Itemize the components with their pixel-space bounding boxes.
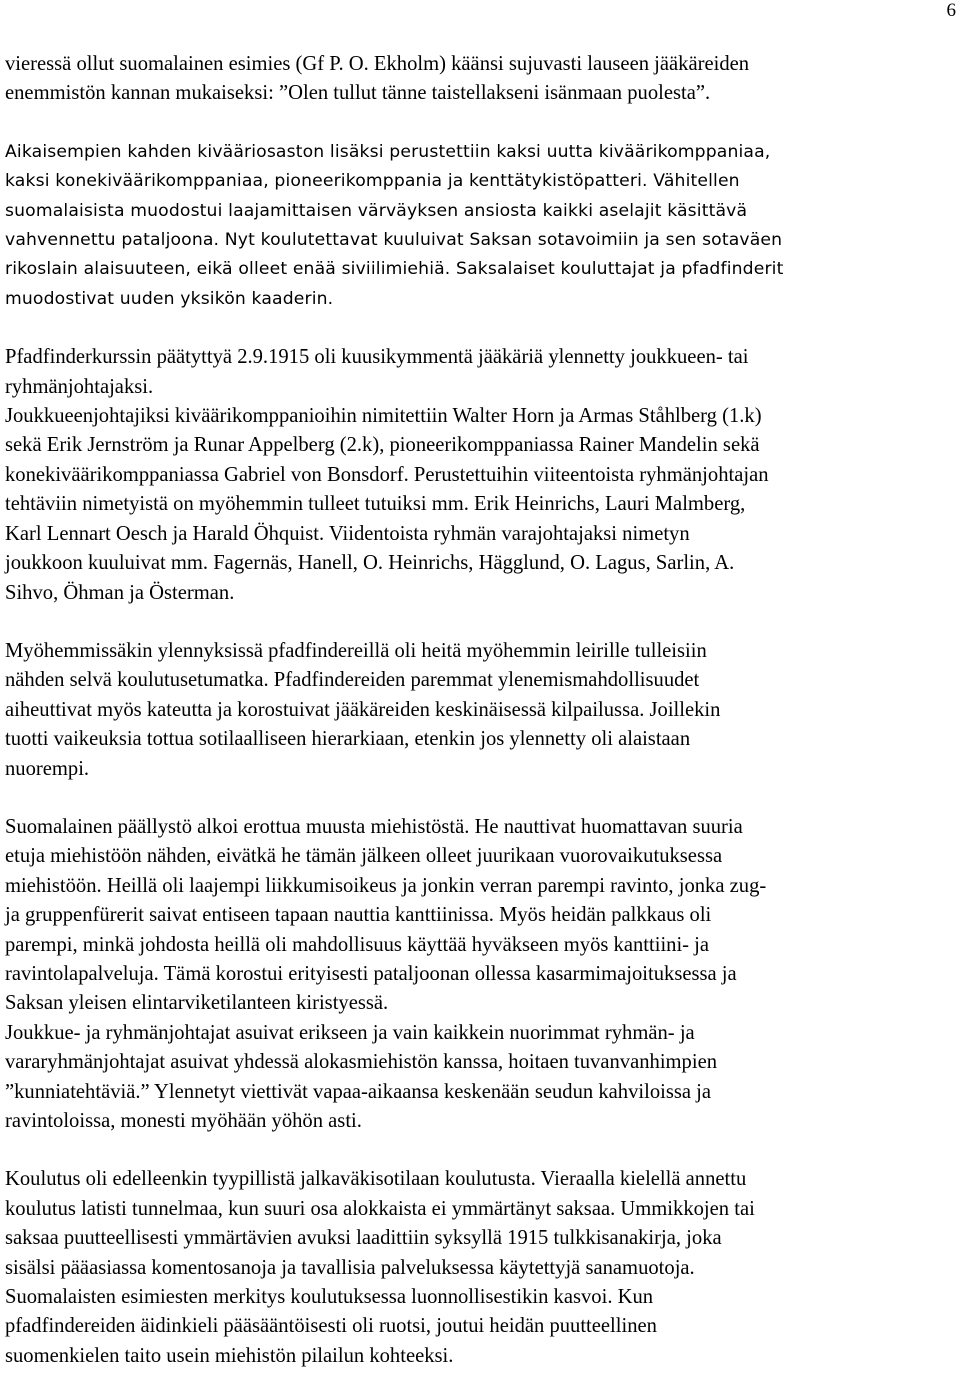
- text-line: sekä Erik Jernström ja Runar Appelberg (2.k), pioneerikomppaniassa Rainer Mandelin sekä: [5, 434, 760, 457]
- paragraph: [5, 1165, 957, 1371]
- text-line: ”kunniatehtäviä.” Ylennetyt viettivät vapaa-aikaansa keskenään seudun kahviloissa ja: [5, 1080, 712, 1103]
- text-line: sisälsi pääasiassa komentosanoja ja tavallisia palveluksessa käytettyjä sanamuotoja.: [5, 1256, 695, 1279]
- paragraph: [5, 637, 957, 784]
- text-line: enemmistön kannan mukaiseksi: ”Olen tullut tänne taistellakseni isänmaan puolesta”.: [5, 82, 711, 105]
- paragraph-gap: [5, 1136, 957, 1165]
- text-line: saksaa puutteellisesti ymmärtävien avuksi laadittiin syksyllä 1915 tulkkisanakirja, joka: [5, 1227, 722, 1250]
- text-line: suomenkielen taito usein miehistön pilailun kohteeksi.: [5, 1344, 454, 1367]
- text-line: vararyhmänjohtajat asuivat yhdessä alokasmiehistön kanssa, hoitaen tuvanvanhimpien: [5, 1051, 718, 1074]
- text-line: pfadfindereiden äidinkieli pääsääntöisesti oli ruotsi, joutui heidän puutteellinen: [5, 1315, 657, 1338]
- text-line: ryhmänjohtajaksi.: [5, 375, 154, 398]
- text-line: koulutus latisti tunnelmaa, kun suuri osa alokkaista ei ymmärtänyt saksaa. Ummikkojen tai: [5, 1197, 755, 1220]
- paragraph-gap: [5, 784, 957, 813]
- page-number: 6: [946, 0, 956, 21]
- paragraph: [5, 343, 957, 608]
- text-line: Joukkue- ja ryhmänjohtajat asuivat erikseen ja vain kaikkein nuorimmat ryhmän- ja: [5, 1021, 695, 1044]
- text-line: Aikaisempien kahden kivääriosaston lisäksi perustettiin kaksi uutta kiväärikomppaniaa,: [5, 141, 771, 162]
- text-line: Koulutus oli edelleenkin tyypillistä jalkaväkisotilaan koulutusta. Vieraalla kielellä annettu: [5, 1168, 747, 1191]
- text-line: ravintolapalveluja. Tämä korostui erityisesti pataljoonan ollessa kasarmimajoituksessa ja: [5, 962, 737, 985]
- text-line: konekiväärikomppaniassa Gabriel von Bonsdorf. Perustettuihin viiteentoista ryhmänjohtajan: [5, 463, 769, 486]
- text-line: Myöhemmissäkin ylennyksissä pfadfindereillä oli heitä myöhemmin leirille tulleisiin: [5, 639, 707, 662]
- paragraph: [5, 813, 957, 1136]
- text-line: vieressä ollut suomalainen esimies (Gf P. O. Ekholm) käänsi sujuvasti lauseen jääkäreiden: [5, 53, 750, 75]
- paragraph: [5, 50, 957, 109]
- paragraph-gap: [5, 608, 957, 637]
- text-line: parempi, minkä johdosta heillä oli mahdollisuus käyttää hyväkseen myös kanttiini- ja: [5, 933, 710, 956]
- text-line: Suomalainen päällystö alkoi erottua muusta miehistöstä. He nauttivat huomattavan suuria: [5, 815, 743, 838]
- text-line: Suomalaisten esimiesten merkitys koulutuksessa luonnollisestikin kasvoi. Kun: [5, 1286, 654, 1309]
- paragraph-gap: [5, 109, 957, 138]
- text-line: aiheuttivat myös kateutta ja korostuivat jääkäreiden keskinäisessä kilpailussa. Joillekin: [5, 698, 721, 721]
- text-line: kaksi konekiväärikomppaniaa, pioneerikomppania ja kenttätykistöpatteri. Vähitellen: [5, 171, 740, 192]
- text-line: vahvennettu pataljoona. Nyt koulutettavat kuuluivat Saksan sotavoimiin ja sen sotaväen: [5, 230, 783, 251]
- text-line: nuorempi.: [5, 757, 90, 780]
- text-line: joukkoon kuuluivat mm. Fagernäs, Hanell, O. Heinrichs, Hägglund, O. Lagus, Sarlin, A.: [5, 552, 735, 575]
- text-line: rikoslain alaisuuteen, eikä olleet enää siviilimiehiä. Saksalaiset kouluttajat ja pfadfinderit: [5, 259, 784, 280]
- text-line: tuotti vaikeuksia tottua sotilaalliseen hierarkiaan, etenkin jos ylennetty oli alaistaan: [5, 728, 691, 751]
- text-line: ravintoloissa, monesti myöhään yöhön asti.: [5, 1110, 362, 1132]
- text-line: Sihvo, Öhman ja Österman.: [5, 581, 235, 604]
- paragraph: [5, 138, 957, 314]
- text-line: Joukkueenjohtajiksi kiväärikomppanioihin nimitettiin Walter Horn ja Armas Ståhlberg (1.k): [5, 405, 762, 428]
- text-line: etuja miehistöön nähden, eivätkä he tämän jälkeen olleet juurikaan vuorovaikutuksessa: [5, 845, 723, 868]
- paragraph-gap: [5, 314, 957, 343]
- text-line: muodostivat uuden yksikön kaaderin.: [5, 288, 334, 309]
- text-line: miehistöön. Heillä oli laajempi liikkumisoikeus ja jonkin verran parempi ravinto, jonka zug-: [5, 874, 767, 897]
- text-line: nähden selvä koulutusetumatka. Pfadfindereiden paremmat ylenemismahdollisuudet: [5, 669, 700, 692]
- text-line: Karl Lennart Oesch ja Harald Öhquist. Viidentoista ryhmän varajohtajaksi nimetyn: [5, 522, 690, 545]
- document-body: [5, 50, 957, 1371]
- text-line: suomalaisista muodostui laajamittaisen värväyksen ansiosta kaikki aselajit käsittävä: [5, 200, 748, 221]
- text-line: ja gruppenfürerit saivat entiseen tapaan nauttia kanttiinissa. Myös heidän palkkaus oli: [5, 904, 712, 927]
- text-line: Saksan yleisen elintarviketilanteen kiristyessä.: [5, 992, 389, 1015]
- text-line: tehtäviin nimetyistä on myöhemmin tulleet tutuiksi mm. Erik Heinrichs, Lauri Malmberg,: [5, 493, 746, 516]
- text-line: Pfadfinderkurssin päätyttyä 2.9.1915 oli kuusikymmentä jääkäriä ylennetty joukkueen- tai: [5, 346, 749, 369]
